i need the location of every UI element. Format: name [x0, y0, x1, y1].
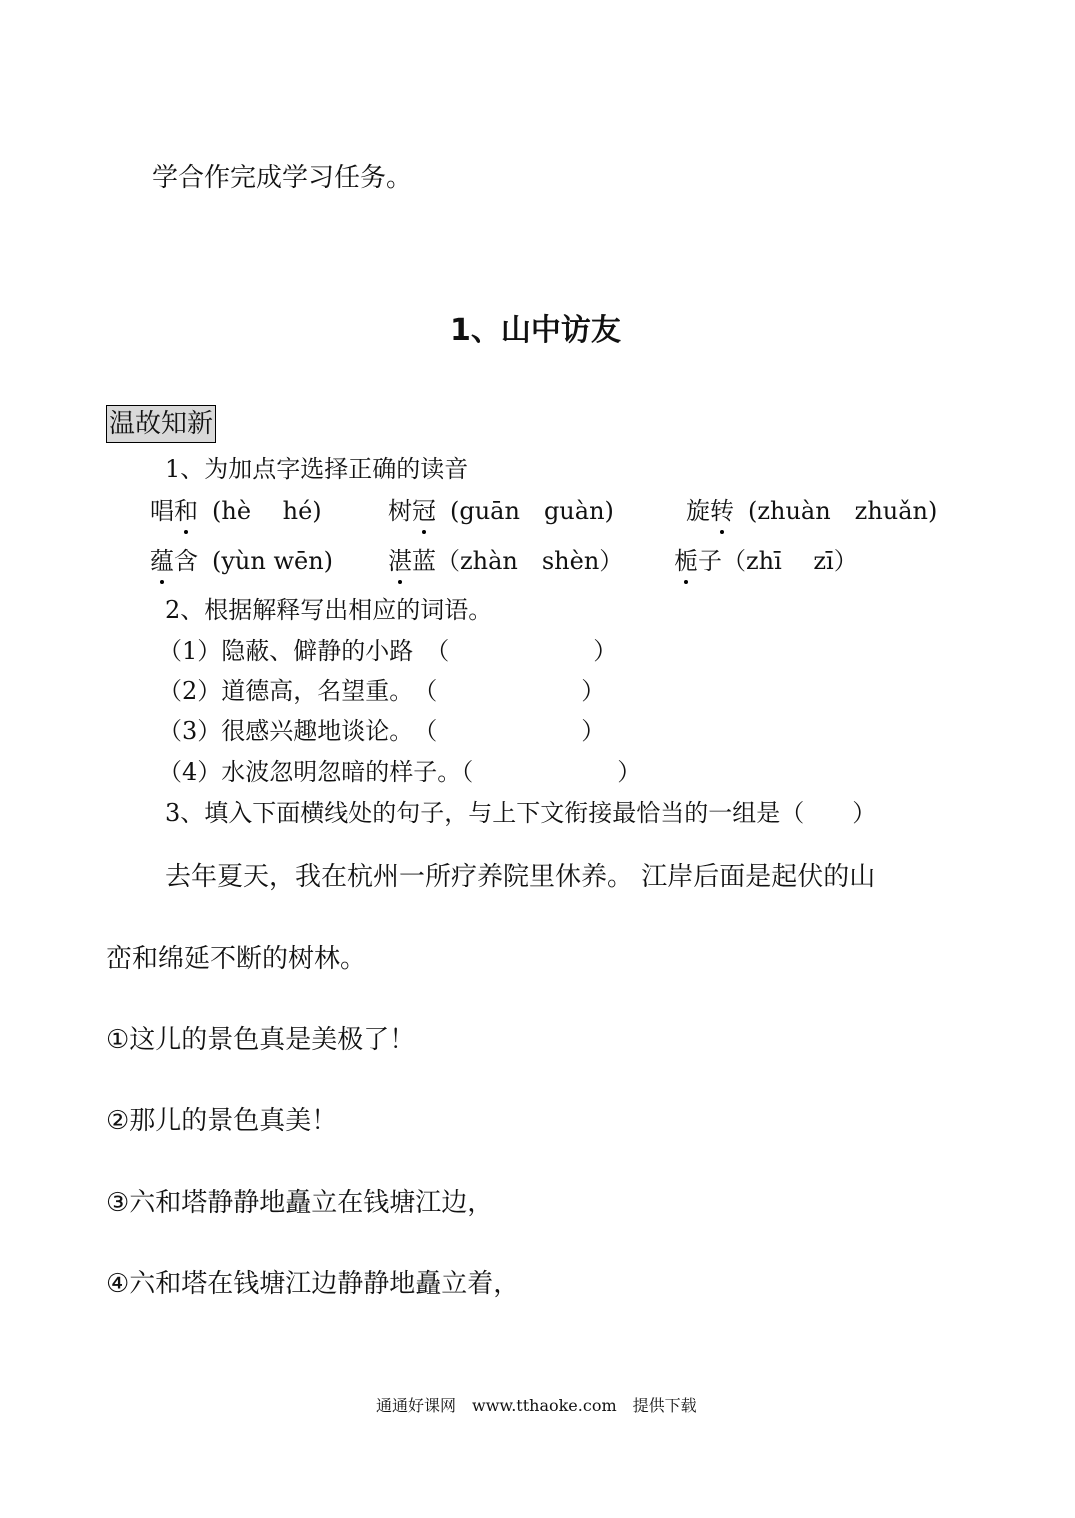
q3-option-4: ④六和塔在钱塘江边静静地矗立着，: [106, 1269, 520, 1299]
q1-item-6: 栀子（zhī zī）: [674, 541, 858, 576]
q1-item-5: 湛蓝（zhàn shèn）: [388, 541, 623, 576]
q1-item-2: 树冠 (guān guàn): [388, 491, 614, 526]
q3-option-1: ①这儿的景色真是美极了！: [106, 1025, 416, 1055]
q3-option-2: ②那儿的景色真美！: [106, 1106, 338, 1136]
section-tag: 温故知新: [106, 405, 216, 443]
lesson-title: 1、山中访友: [450, 313, 621, 348]
q3-prompt: 3、填入下面横线处的句子，与上下文衔接最恰当的一组是（ ）: [165, 799, 877, 827]
page-footer: 通通好课网 www.tthaoke.com 提供下载: [376, 1396, 697, 1415]
q1-item-1: 唱和 (hè hé): [150, 491, 322, 526]
q3-option-3: ③六和塔静静地矗立在钱塘江边，: [106, 1188, 494, 1218]
q2-item-3: （3）很感兴趣地谈论。 （ ）: [158, 717, 606, 745]
q1-prompt: 1、为加点字选择正确的读音: [165, 455, 469, 483]
q1-item-4: 蕴含 (yùn wēn): [150, 541, 333, 576]
q2-item-1: （1）隐蔽、僻静的小路 （ ）: [158, 637, 618, 665]
q2-item-4: （4）水波忽明忽暗的样子。（ ）: [158, 758, 642, 786]
q3-passage-line-2: 峦和绵延不断的树林。: [106, 944, 367, 974]
intro-tail-text: 学合作完成学习任务。: [152, 163, 413, 193]
q3-passage-line-1: 去年夏天，我在杭州一所疗养院里休养。 江岸后面是起伏的山: [165, 862, 876, 892]
q1-item-3: 旋转 (zhuàn zhuǎn): [686, 491, 937, 526]
q2-prompt: 2、根据解释写出相应的词语。: [165, 596, 493, 624]
q2-item-2: （2）道德高，名望重。 （ ）: [158, 677, 606, 705]
